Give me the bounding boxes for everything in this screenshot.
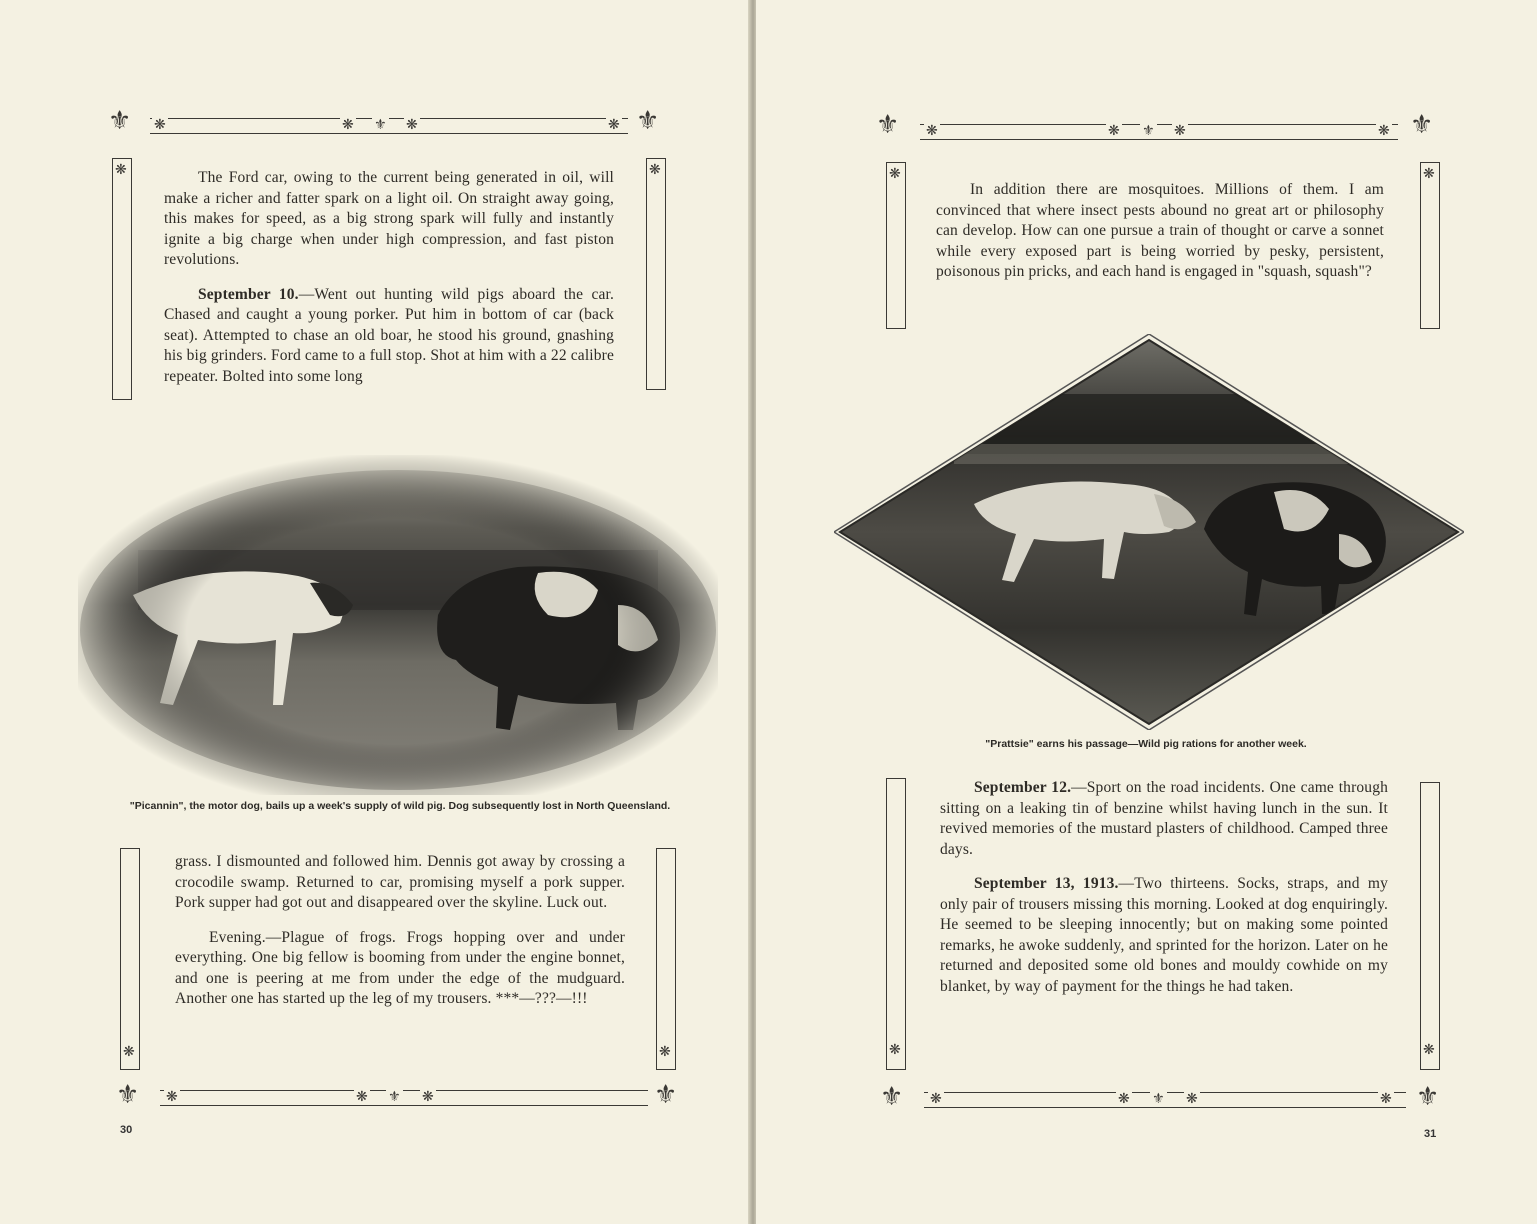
left-top-text — [164, 168, 614, 401]
flower-ornament-icon: ❋ — [166, 1089, 178, 1105]
paragraph: September 13, 1913.—Two thirteens. Socks, straps, and my only pair of trousers missing this morning. Looked at dog enquiringly. He seemed to be sleeping innocently; but on making some pointed remarks, he awoke suddenly, and sprinted for the horizon. Later on he returned and deposited some old bones and mouldy cowhide on my blanket, by way of payment for the things he had taken. — [940, 875, 1388, 995]
date-heading: September 13, 1913. — [974, 875, 1119, 892]
flower-ornament-icon: ❋ — [115, 162, 127, 178]
side-bar-right — [646, 158, 666, 390]
photo-caption: "Picannin", the motor dog, bails up a week's supply of wild pig. Dog subsequently lost in North Queensland. — [129, 800, 671, 812]
photo-caption: "Prattsie" earns his passage—Wild pig rations for another week. — [985, 738, 1307, 750]
flower-ornament-icon: ❋ — [1174, 123, 1186, 139]
flower-ornament-icon: ❋ — [608, 117, 620, 133]
ornament-corner-icon: ⚜ — [654, 1080, 678, 1110]
paragraph: The Ford car, owing to the current being generated in oil, will make a richer and fatter spark on a light oil. On straight away going, this makes for speed, as a big strong spark will fully and instantly ignite a big charge when under high compression, and fast piston revolutions. — [164, 169, 614, 268]
flower-ornament-icon: ❋ — [1423, 1042, 1435, 1058]
flower-ornament-icon: ❋ — [889, 1042, 901, 1058]
right-page — [756, 0, 1537, 1224]
ornament-corner-icon: ⚜ — [1142, 123, 1155, 139]
flower-ornament-icon: ❋ — [123, 1044, 135, 1060]
page-number: 31 — [1424, 1128, 1437, 1140]
ornament-corner-icon: ⚜ — [374, 117, 387, 133]
left-page — [0, 0, 750, 1224]
flower-ornament-icon: ❋ — [1380, 1091, 1392, 1107]
right-bottom-text — [940, 778, 1388, 1011]
paragraph: September 12.—Sport on the road incidents. One came through sitting on a leaking tin of benzine whilst having lunch in the sun. It revived memories of the mustard plasters of childhood. Camped three days. — [940, 779, 1388, 858]
flower-ornament-icon: ❋ — [659, 1044, 671, 1060]
photo-diamond-dog-and-pig — [834, 334, 1464, 730]
paragraph: Evening.—Plague of frogs. Frogs hopping over and under everything. One big fellow is booming from under the engine bonnet, and one is peering at me from under the edge of the mudguard. Another one has started up the leg of my trousers. ***—???—!!! — [175, 928, 625, 1007]
ornament-corner-icon: ⚜ — [1410, 110, 1434, 140]
ornament-corner-icon: ⚜ — [880, 1082, 904, 1112]
side-bar-left — [886, 162, 906, 329]
right-top-text — [936, 180, 1384, 297]
side-bar-left — [120, 848, 140, 1070]
side-bar-right — [1420, 162, 1440, 329]
ornament-corner-icon: ⚜ — [1152, 1091, 1165, 1107]
flower-ornament-icon: ❋ — [154, 117, 166, 133]
date-heading: September 10. — [198, 285, 299, 303]
flower-ornament-icon: ❋ — [406, 117, 418, 133]
ornament-corner-icon: ⚜ — [108, 106, 132, 136]
photo-dog-and-pig — [78, 455, 718, 795]
page-number: 30 — [120, 1124, 133, 1136]
side-bar-left — [886, 778, 906, 1070]
top-rule — [150, 118, 628, 134]
paragraph: In addition there are mosquitoes. Millions of them. I am convinced that where insect pests abound no great art or philosophy can develop. How can one pursue a train of thought or carve a sonnet while every exposed part is being worried by pesky, persistent, poisonous pin pricks, and each hand is engaged in "squash, squash"? — [936, 181, 1384, 280]
flower-ornament-icon: ❋ — [356, 1089, 368, 1105]
flower-ornament-icon: ❋ — [889, 166, 901, 182]
paragraph: September 10.—Went out hunting wild pigs aboard the car. Chased and caught a young porker. Put him in bottom of car (back seat). Attempted to chase an old boar, he stood his ground, gnashing his big grinders. Ford came to a full stop. Shot at him with a 22 calibre repeater. Bolted into some long — [164, 285, 614, 385]
flower-ornament-icon: ❋ — [1118, 1091, 1130, 1107]
flower-ornament-icon: ❋ — [1108, 123, 1120, 139]
bottom-rule — [160, 1090, 648, 1106]
flower-ornament-icon: ❋ — [649, 162, 661, 178]
flower-ornament-icon: ❋ — [1186, 1091, 1198, 1107]
side-bar-left — [112, 158, 132, 400]
flower-ornament-icon: ❋ — [422, 1089, 434, 1105]
top-rule — [920, 124, 1398, 140]
flower-ornament-icon: ❋ — [342, 117, 354, 133]
side-bar-right — [1420, 782, 1440, 1070]
paragraph: grass. I dismounted and followed him. Dennis got away by crossing a crocodile swamp. Returned to car, promising myself a pork supper. Pork supper had got out and disappeared over the skyline. Luck out. — [175, 853, 625, 911]
side-bar-right — [656, 848, 676, 1070]
ornament-corner-icon: ⚜ — [876, 110, 900, 140]
date-heading: September 12. — [974, 779, 1072, 796]
flower-ornament-icon: ❋ — [930, 1091, 942, 1107]
ornament-corner-icon: ⚜ — [1416, 1082, 1440, 1112]
ornament-corner-icon: ⚜ — [388, 1089, 401, 1105]
ornament-corner-icon: ⚜ — [636, 106, 660, 136]
flower-ornament-icon: ❋ — [1423, 166, 1435, 182]
flower-ornament-icon: ❋ — [1378, 123, 1390, 139]
left-bottom-text — [175, 852, 625, 1024]
flower-ornament-icon: ❋ — [926, 123, 938, 139]
ornament-corner-icon: ⚜ — [116, 1080, 140, 1110]
